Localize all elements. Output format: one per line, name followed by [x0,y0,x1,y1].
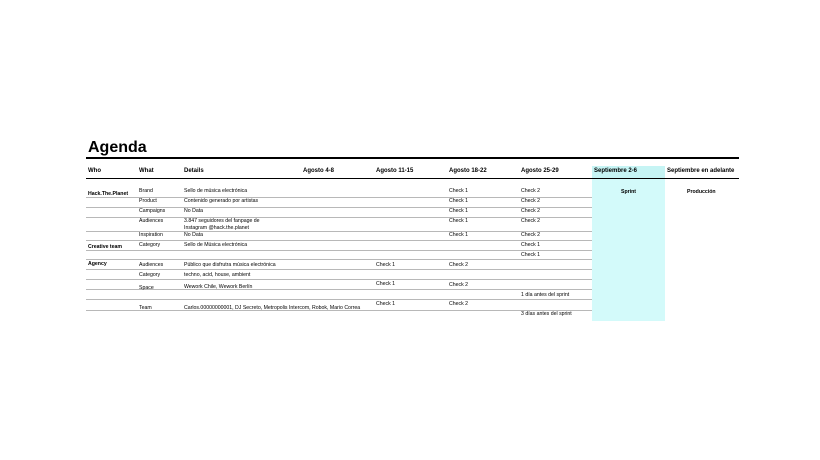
row-details: No Data [184,232,204,238]
header-what: What [139,168,154,174]
header-agosto-4-8: Agosto 4-8 [303,168,335,174]
row-what: Campaigns [139,208,166,214]
row-details: Wework Chile, Wework Berlín [184,284,253,290]
row-check: Check 2 [521,188,541,194]
header-divider [86,178,739,179]
row-details: Carlos.00000000001, DJ Secreto, Metropolis Intercom, Robok, Mario Correa [184,305,361,311]
header-who: Who [88,168,101,174]
header-agosto-25-29: Agosto 25-29 [521,168,559,174]
row-what: Team [139,305,152,311]
row-check: Check 2 [449,301,469,307]
row-check: Check 1 [376,301,396,307]
row-check: Check 2 [521,208,541,214]
header-agosto-18-22: Agosto 18-22 [449,168,487,174]
row-what: Space [139,285,154,291]
row-what: Audiences [139,218,164,224]
group-hack-the-planet: Hack.The.Planet [88,191,129,197]
row-what: Audiences [139,262,164,268]
phase-produccion: Producción [687,189,716,195]
row-check: Check 1 [376,262,396,268]
row-what: Category [139,242,161,248]
row-check: Check 2 [521,198,541,204]
row-details: Contenido generado por artistas [184,198,259,204]
row-note: 3 días antes del sprint [521,311,572,317]
row-check: Check 1 [376,281,396,287]
row-check: Check 1 [449,208,469,214]
row-separator [86,240,592,241]
row-check: Check 1 [449,198,469,204]
row-separator [86,250,592,251]
row-separator [86,299,592,300]
header-agosto-11-15: Agosto 11-15 [376,168,414,174]
title-divider [86,157,739,159]
row-what: Product [139,198,157,204]
group-creative-team: Creative team [88,244,123,250]
row-details: No Data [184,208,204,214]
row-check: Check 1 [449,218,469,224]
row-check: Check 2 [449,282,469,288]
group-agency: Agency [88,261,107,267]
row-check: Check 1 [521,242,541,248]
row-separator [86,279,592,280]
header-details: Details [184,168,204,174]
row-details: Sello de música electrónica [184,188,248,194]
row-check: Check 2 [521,218,541,224]
row-check: Check 1 [449,232,469,238]
row-separator [86,289,592,290]
row-note: 1 día antes del sprint [521,292,570,298]
row-details: techno, acid, house, ambient [184,272,251,278]
page-title: Agenda [88,139,147,156]
row-what: Brand [139,188,153,194]
row-details: Sello de Música electrónica [184,242,248,248]
row-check: Check 1 [449,188,469,194]
row-details: 3.847 seguidores del fanpage de Instagram @hack.the.planet [184,218,260,231]
row-separator [86,269,592,270]
header-septiembre-en-adelante: Septiembre en adelante [667,168,735,174]
row-check: Check 1 [521,252,541,258]
header-septiembre-2-6: Septiembre 2-6 [594,168,638,174]
row-separator [86,259,592,260]
row-what: Category [139,272,161,278]
row-what: Inspiration [139,232,163,238]
phase-sprint: Sprint [621,189,636,195]
row-check: Check 2 [449,262,469,268]
row-separator [86,197,592,198]
row-details: Público que disfrutra música electrónica [184,262,276,268]
row-check: Check 2 [521,232,541,238]
